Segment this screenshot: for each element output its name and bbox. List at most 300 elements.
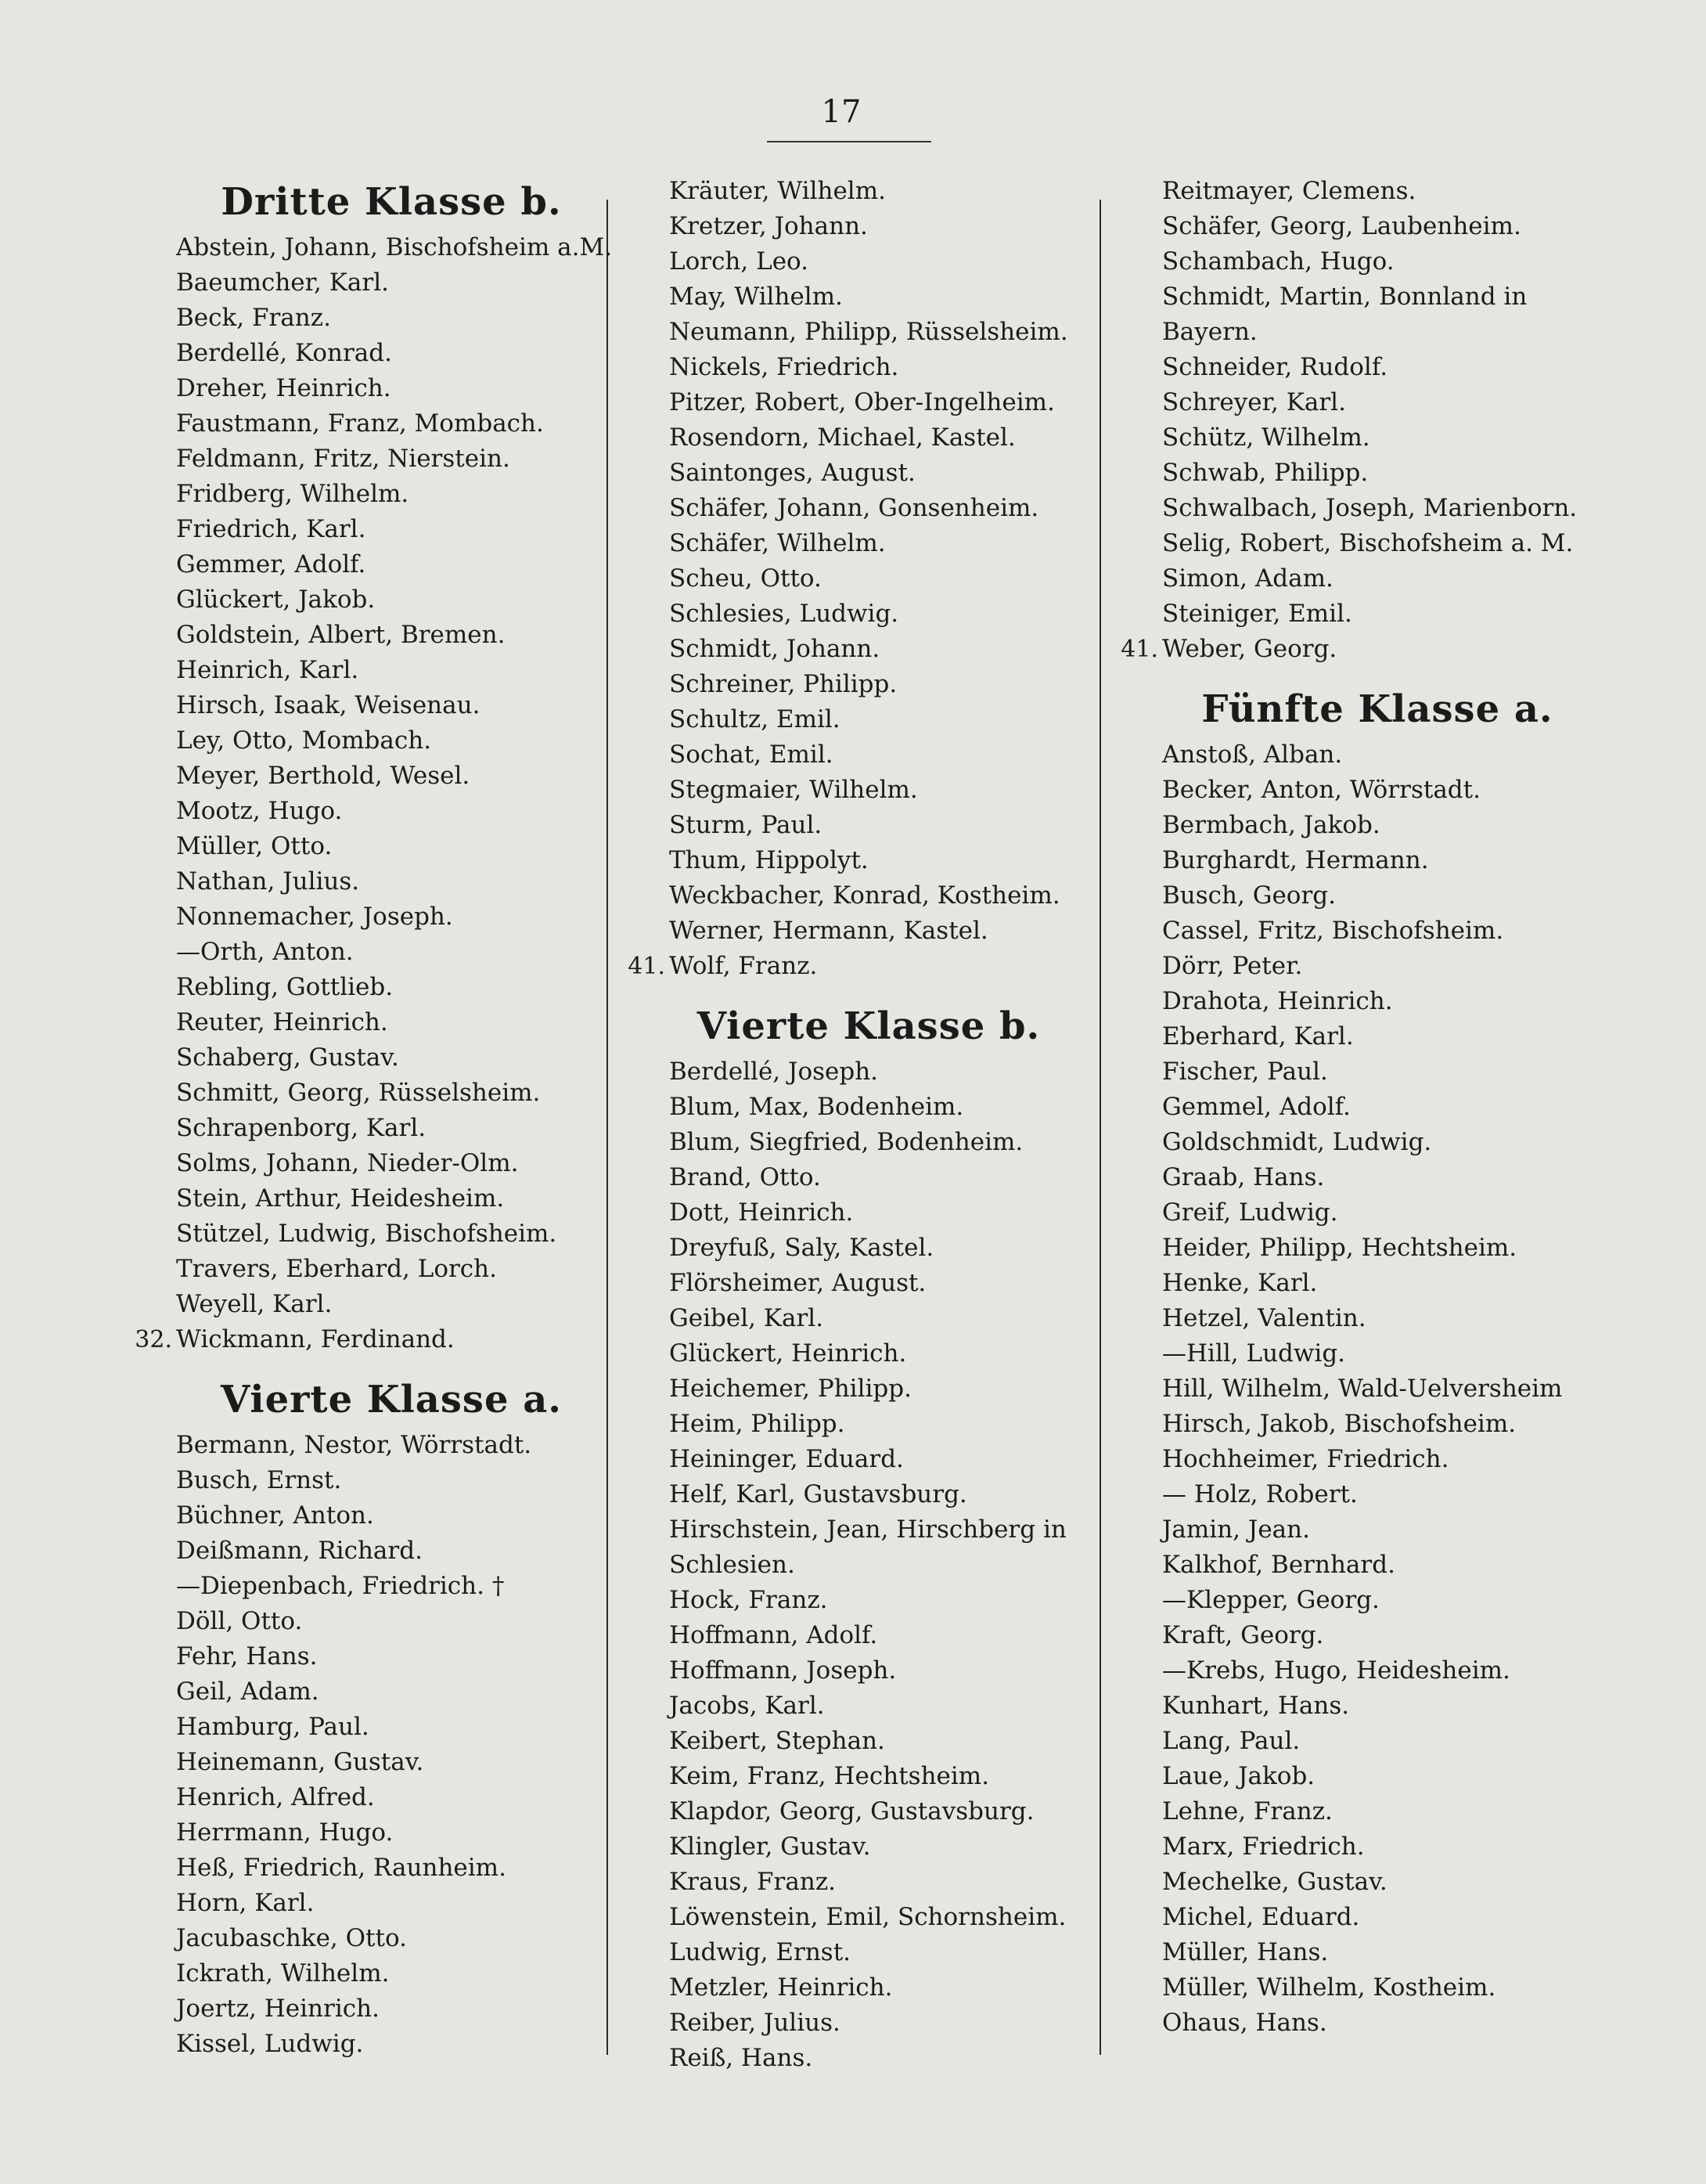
entry-text: Ickrath, Wilhelm.: [176, 1959, 390, 1988]
entry-text: Neumann, Philipp, Rüsselsheim.: [669, 318, 1068, 346]
entry-text: Schwab, Philipp.: [1162, 459, 1369, 487]
list-item: [125, 1252, 610, 1287]
list-item: [125, 759, 610, 794]
entry-text: Laue, Jakob.: [1162, 1762, 1315, 1790]
list-item: [125, 1991, 610, 2027]
entry-text: Geil, Adam.: [176, 1678, 319, 1706]
entry-text: Bermbach, Jakob.: [1162, 811, 1380, 839]
list-item: [1111, 1371, 1596, 1407]
entry-text: Gemmer, Adolf.: [176, 550, 366, 578]
list-item: [1111, 1688, 1596, 1724]
list-item: [1111, 737, 1596, 773]
list-item: [1111, 1301, 1596, 1336]
list-item: [618, 808, 1088, 843]
entry-text: Joertz, Heinrich.: [176, 1995, 380, 2023]
entry-text: Weber, Georg.: [1162, 635, 1337, 663]
list-item: [1111, 456, 1596, 491]
list-item: [618, 1688, 1088, 1724]
list-item: [618, 1231, 1088, 1266]
entry-text: Heichemer, Philipp.: [669, 1375, 912, 1403]
entry-text: Schütz, Wilhelm.: [1162, 423, 1370, 452]
list-item: [1111, 561, 1596, 596]
column-1: [125, 174, 613, 2062]
entry-text: —Diepenbach, Friedrich. †: [176, 1572, 505, 1600]
list-item: [618, 1865, 1088, 1900]
entry-text: Kunhart, Hans.: [1162, 1692, 1350, 1720]
entry-text: Henrich, Alfred.: [176, 1783, 375, 1811]
entry-text: Sochat, Emil.: [669, 741, 833, 769]
list-item: [618, 526, 1088, 561]
entry-text: Hochheimer, Friedrich.: [1162, 1445, 1449, 1473]
list-item: [125, 406, 610, 441]
list-item: [618, 1371, 1088, 1407]
entry-text: Nickels, Friedrich.: [669, 353, 899, 381]
list-item: [125, 1463, 610, 1498]
entry-text: Klapdor, Georg, Gustavsburg.: [669, 1797, 1035, 1825]
entry-text: Schlesies, Ludwig.: [669, 600, 899, 628]
list-item: [1111, 632, 1596, 667]
list-item: [125, 1569, 610, 1604]
entry-text: Michel, Eduard.: [1162, 1903, 1360, 1931]
list-item: [618, 1935, 1088, 1970]
list-item: [1111, 1970, 1596, 2006]
list-item: [1111, 1548, 1596, 1583]
entry-text: Feldmann, Fritz, Nierstein.: [176, 445, 510, 473]
entry-text: Fridberg, Wilhelm.: [176, 480, 409, 508]
list-item: [1111, 244, 1596, 279]
entry-text: Schäfer, Georg, Laubenheim.: [1162, 212, 1521, 240]
list-item: [125, 1216, 610, 1252]
entry-text: Solms, Johann, Nieder-Olm.: [176, 1149, 519, 1177]
list-item: [618, 456, 1088, 491]
list-item: [1111, 1935, 1596, 1970]
entry-text: Weckbacher, Konrad, Kostheim.: [669, 881, 1060, 910]
list-item: [125, 1745, 610, 1780]
entry-text: Steiniger, Emil.: [1162, 600, 1352, 628]
list-item: [618, 1653, 1088, 1688]
entry-text: Anstoß, Alban.: [1162, 741, 1343, 769]
list-item: [1111, 949, 1596, 984]
list-item: [125, 1287, 610, 1322]
entry-text: Lorch, Leo.: [669, 247, 809, 276]
list-item: [618, 2006, 1088, 2041]
list-item: [618, 1759, 1088, 1794]
entry-text: Hirsch, Jakob, Bischofsheim.: [1162, 1410, 1517, 1438]
list-item: [1111, 209, 1596, 244]
entry-text: Schreiner, Philipp.: [669, 670, 898, 698]
page-number-rule: [767, 141, 931, 142]
list-item: [125, 1815, 610, 1851]
list-item: [1111, 808, 1596, 843]
column-divider: [1100, 200, 1101, 2055]
entry-text: Schambach, Hugo.: [1162, 247, 1395, 276]
list-item: [1111, 878, 1596, 914]
entry-text: Lehne, Franz.: [1162, 1797, 1333, 1825]
list-item: [125, 1146, 610, 1181]
entry-text: Abstein, Johann, Bischofsheim a.M.: [176, 233, 613, 261]
list-item: [1111, 1759, 1596, 1794]
entry-text: Kraft, Georg.: [1162, 1621, 1324, 1649]
list-item: [1111, 2006, 1596, 2041]
list-item: [1111, 1160, 1596, 1195]
column-3: [1111, 174, 1596, 2041]
list-item: [1111, 914, 1596, 949]
entry-text: Graab, Hans.: [1162, 1163, 1325, 1191]
list-item: [125, 441, 610, 477]
entry-text: Eberhard, Karl.: [1162, 1022, 1354, 1051]
entry-text: Goldschmidt, Ludwig.: [1162, 1128, 1432, 1156]
entry-text: Reiß, Hans.: [669, 2044, 813, 2072]
list-item: [618, 174, 1088, 209]
entry-text: Helf, Karl, Gustavsburg.: [669, 1480, 967, 1508]
entry-text: Cassel, Fritz, Bischofsheim.: [1162, 917, 1504, 945]
list-item: [618, 1301, 1088, 1336]
entry-text: May, Wilhelm.: [669, 283, 843, 311]
entry-text: Friedrich, Karl.: [176, 515, 366, 543]
entry-text: Horn, Karl.: [176, 1889, 315, 1917]
list-item: [618, 1618, 1088, 1653]
list-item: [125, 477, 610, 512]
entry-text: Metzler, Heinrich.: [669, 1973, 893, 2002]
entry-text: Hock, Franz.: [669, 1586, 828, 1614]
entry-text: Mechelke, Gustav.: [1162, 1868, 1387, 1896]
list-item: [618, 773, 1088, 808]
list-item: [125, 1005, 610, 1040]
list-item: [1111, 1618, 1596, 1653]
entry-text: Schneider, Rudolf.: [1162, 353, 1388, 381]
entry-text: Schaberg, Gustav.: [176, 1043, 399, 1072]
list-item: [125, 2027, 610, 2062]
list-item: [125, 582, 610, 618]
entry-text: Kraus, Franz.: [669, 1868, 837, 1896]
entry-text: Kretzer, Johann.: [669, 212, 868, 240]
list-item: [125, 653, 610, 688]
list-item: [125, 864, 610, 899]
entry-text: Beck, Franz.: [176, 304, 331, 332]
entry-text: Fischer, Paul.: [1162, 1058, 1328, 1086]
list-item: [1111, 1583, 1596, 1618]
list-item: [618, 1407, 1088, 1442]
entry-text: Schäfer, Wilhelm.: [669, 529, 886, 557]
section-title: Vierte Klasse a.: [220, 1378, 563, 1422]
entry-text: Herrmann, Hugo.: [176, 1818, 394, 1847]
entry-text: Goldstein, Albert, Bremen.: [176, 621, 506, 649]
entry-text: Schmidt, Martin, Bonnland in Bayern.: [1162, 283, 1528, 346]
list-item: [1111, 1231, 1596, 1266]
list-item: [618, 1583, 1088, 1618]
list-item: [618, 561, 1088, 596]
entry-text: Dott, Heinrich.: [669, 1198, 854, 1227]
entry-count: 41.: [1121, 636, 1158, 663]
list-item: [125, 1040, 610, 1076]
list-item: [125, 1428, 610, 1463]
list-item: [618, 1090, 1088, 1125]
entry-text: Hirsch, Isaak, Weisenau.: [176, 691, 480, 719]
entry-text: —Klepper, Georg.: [1162, 1586, 1380, 1614]
entry-text: Busch, Ernst.: [176, 1466, 342, 1494]
entry-text: Scheu, Otto.: [669, 564, 822, 593]
list-item: [618, 596, 1088, 632]
entry-text: Schultz, Emil.: [669, 705, 840, 733]
list-item: [618, 737, 1088, 773]
entry-text: Sturm, Paul.: [669, 811, 822, 839]
list-item: [1111, 1829, 1596, 1865]
list-item: [125, 1674, 610, 1710]
list-item: [618, 949, 1088, 984]
entry-text: Becker, Anton, Wörrstadt.: [1162, 776, 1481, 804]
entry-text: Jacubaschke, Otto.: [176, 1924, 407, 1952]
entry-text: Reiber, Julius.: [669, 2009, 840, 2037]
entry-text: Müller, Hans.: [1162, 1938, 1329, 1966]
list-item: [1111, 1090, 1596, 1125]
entry-text: Geibel, Karl.: [669, 1304, 824, 1332]
list-item: [618, 702, 1088, 737]
section-title: Fünfte Klasse a.: [1201, 687, 1553, 731]
list-item: [618, 1195, 1088, 1231]
entry-text: Thum, Hippolyt.: [669, 846, 869, 874]
list-item: [1111, 1054, 1596, 1090]
entry-text: Heß, Friedrich, Raunheim.: [176, 1854, 506, 1882]
entry-text: Ohaus, Hans.: [1162, 2009, 1327, 2037]
entry-text: Baeumcher, Karl.: [176, 268, 389, 297]
list-item: [618, 1160, 1088, 1195]
list-item: [1111, 1865, 1596, 1900]
entry-text: Kissel, Ludwig.: [176, 2030, 364, 2058]
list-item: [618, 315, 1088, 350]
list-item: [618, 1724, 1088, 1759]
list-item: [618, 244, 1088, 279]
section-gap: [1111, 667, 1596, 681]
column-2: [618, 174, 1088, 2076]
entry-text: Saintonges, August.: [669, 459, 916, 487]
list-item: [618, 632, 1088, 667]
list-item: [125, 265, 610, 301]
list-item: [125, 1956, 610, 1991]
list-item: [125, 1921, 610, 1956]
list-item: [125, 230, 613, 265]
list-item: [125, 547, 610, 582]
list-item: [618, 878, 1088, 914]
entry-text: Wickmann, Ferdinand.: [176, 1325, 455, 1353]
list-item: [125, 1076, 610, 1111]
entry-text: Stein, Arthur, Heidesheim.: [176, 1184, 505, 1213]
entry-text: Busch, Georg.: [1162, 881, 1336, 910]
list-item: [1111, 1794, 1596, 1829]
entry-text: Fehr, Hans.: [176, 1642, 318, 1670]
list-item: [618, 1336, 1088, 1371]
list-item: [618, 843, 1088, 878]
list-item: [1111, 1442, 1596, 1477]
list-item: [125, 336, 610, 371]
list-item: [125, 1533, 610, 1569]
section-title: Dritte Klasse b.: [221, 180, 562, 224]
entry-text: Kalkhof, Bernhard.: [1162, 1551, 1395, 1579]
entry-text: Hill, Wilhelm, Wald-Uelversheim: [1162, 1375, 1563, 1403]
entry-text: Glückert, Heinrich.: [669, 1339, 907, 1368]
list-item: [618, 667, 1088, 702]
list-item: [125, 1639, 610, 1674]
list-item: [1111, 385, 1596, 420]
entry-text: Blum, Siegfried, Bodenheim.: [669, 1128, 1024, 1156]
list-item: [618, 1266, 1088, 1301]
entry-text: Heininger, Eduard.: [669, 1445, 904, 1473]
entry-text: Heinrich, Karl.: [176, 656, 359, 684]
entry-text: Schreyer, Karl.: [1162, 388, 1346, 416]
entry-text: Jacobs, Karl.: [669, 1692, 825, 1720]
list-item: [1111, 1407, 1596, 1442]
entry-text: Henke, Karl.: [1162, 1269, 1318, 1297]
list-item: [125, 688, 610, 723]
entry-text: Schmitt, Georg, Rüsselsheim.: [176, 1079, 541, 1107]
section-gap: [125, 1357, 610, 1371]
list-item: [1111, 1724, 1596, 1759]
entry-text: Dreyfuß, Saly, Kastel.: [669, 1234, 934, 1262]
list-item: [125, 1710, 610, 1745]
entry-text: Simon, Adam.: [1162, 564, 1333, 593]
entry-text: Travers, Eberhard, Lorch.: [176, 1255, 497, 1283]
entry-text: Ley, Otto, Mombach.: [176, 726, 432, 755]
entry-text: Gemmel, Adolf.: [1162, 1093, 1351, 1121]
entry-text: Bermann, Nestor, Wörrstadt.: [176, 1431, 532, 1459]
list-item: [1111, 491, 1596, 526]
entry-text: Klingler, Gustav.: [669, 1833, 871, 1861]
list-item: [125, 1111, 610, 1146]
page-number: 17: [821, 94, 862, 130]
entry-text: Stützel, Ludwig, Bischofsheim.: [176, 1220, 557, 1248]
entry-text: Heim, Philipp.: [669, 1410, 845, 1438]
list-item: [125, 899, 610, 935]
entry-text: Hamburg, Paul.: [176, 1713, 369, 1741]
entry-text: Müller, Otto.: [176, 832, 333, 860]
entry-count: 41.: [628, 953, 665, 980]
list-item: [618, 1970, 1088, 2006]
list-item: [1111, 526, 1596, 561]
list-item: [1111, 1336, 1596, 1371]
entry-text: Pitzer, Robert, Ober-Ingelheim.: [669, 388, 1055, 416]
entry-text: Schrapenborg, Karl.: [176, 1114, 426, 1142]
section-title: Vierte Klasse b.: [696, 1004, 1041, 1048]
entry-text: Hirschstein, Jean, Hirschberg in Schlesien.: [669, 1515, 1067, 1579]
entry-text: Brand, Otto.: [669, 1163, 821, 1191]
list-item: [1111, 1512, 1596, 1548]
list-item: [1111, 174, 1596, 209]
list-item: [618, 209, 1088, 244]
entry-text: Heinemann, Gustav.: [176, 1748, 424, 1776]
list-item: [125, 301, 610, 336]
list-item: [1111, 596, 1596, 632]
entry-text: Selig, Robert, Bischofsheim a. M.: [1162, 529, 1574, 557]
entry-text: — Holz, Robert.: [1162, 1480, 1358, 1508]
list-item: [125, 1181, 610, 1216]
entry-text: Reuter, Heinrich.: [176, 1008, 388, 1036]
list-item: [618, 914, 1088, 949]
entry-text: Wolf, Franz.: [669, 952, 818, 980]
entry-text: —Orth, Anton.: [176, 938, 354, 966]
entry-text: Dreher, Heinrich.: [176, 374, 391, 402]
entry-text: Marx, Friedrich.: [1162, 1833, 1365, 1861]
entry-text: Müller, Wilhelm, Kostheim.: [1162, 1973, 1496, 2002]
list-item: [1111, 1125, 1596, 1160]
entry-text: —Krebs, Hugo, Heidesheim.: [1162, 1656, 1510, 1685]
entry-text: Glückert, Jakob.: [176, 586, 376, 614]
entry-text: Hoffmann, Adolf.: [669, 1621, 878, 1649]
entry-text: Flörsheimer, August.: [669, 1269, 927, 1297]
list-item: [125, 723, 610, 759]
list-item: [618, 2041, 1088, 2076]
list-item: [1111, 420, 1596, 456]
list-item: [618, 1900, 1088, 1935]
entry-text: Keim, Franz, Hechtsheim.: [669, 1762, 990, 1790]
list-item: [125, 935, 610, 970]
list-item: [125, 1886, 610, 1921]
list-item: [1111, 1266, 1596, 1301]
entry-text: Nathan, Julius.: [176, 867, 360, 896]
entry-text: Heider, Philipp, Hechtsheim.: [1162, 1234, 1517, 1262]
list-item: [1111, 1019, 1596, 1054]
list-item: [125, 1498, 610, 1533]
list-item: [125, 1322, 610, 1357]
list-item: [618, 1477, 1088, 1512]
list-item: [125, 1780, 610, 1815]
list-item: [618, 1512, 1088, 1583]
list-item: [1111, 1195, 1596, 1231]
entry-text: —Hill, Ludwig.: [1162, 1339, 1346, 1368]
entry-text: Löwenstein, Emil, Schornsheim.: [669, 1903, 1067, 1931]
list-item: [125, 618, 610, 653]
entry-text: Berdellé, Konrad.: [176, 339, 392, 367]
list-item: [1111, 1653, 1596, 1688]
list-item: [1111, 843, 1596, 878]
entry-count: 32.: [135, 1326, 172, 1353]
list-item: [1111, 1477, 1596, 1512]
list-item: [618, 1442, 1088, 1477]
entry-text: Schäfer, Johann, Gonsenheim.: [669, 494, 1039, 522]
entry-text: Weyell, Karl.: [176, 1290, 333, 1318]
list-item: [618, 1125, 1088, 1160]
list-item: [1111, 984, 1596, 1019]
list-item: [618, 279, 1088, 315]
list-item: [1111, 1900, 1596, 1935]
entry-text: Meyer, Berthold, Wesel.: [176, 762, 470, 790]
list-item: [125, 970, 610, 1005]
entry-text: Büchner, Anton.: [176, 1501, 374, 1530]
entry-text: Dörr, Peter.: [1162, 952, 1303, 980]
entry-text: Nonnemacher, Joseph.: [176, 903, 453, 931]
entry-text: Schwalbach, Joseph, Marienborn.: [1162, 494, 1578, 522]
entry-text: Drahota, Heinrich.: [1162, 987, 1393, 1015]
entry-text: Rebling, Gottlieb.: [176, 973, 394, 1001]
list-item: [618, 1794, 1088, 1829]
list-item: [618, 491, 1088, 526]
entry-text: Keibert, Stephan.: [669, 1727, 885, 1755]
list-item: [1111, 279, 1596, 350]
list-item: [125, 829, 610, 864]
entry-text: Ludwig, Ernst.: [669, 1938, 851, 1966]
entry-text: Schmidt, Johann.: [669, 635, 880, 663]
entry-text: Greif, Ludwig.: [1162, 1198, 1338, 1227]
entry-text: Jamin, Jean.: [1162, 1515, 1310, 1544]
entry-text: Rosendorn, Michael, Kastel.: [669, 423, 1016, 452]
entry-text: Hetzel, Valentin.: [1162, 1304, 1366, 1332]
entry-text: Lang, Paul.: [1162, 1727, 1301, 1755]
list-item: [125, 794, 610, 829]
entry-text: Reitmayer, Clemens.: [1162, 177, 1416, 205]
entry-text: Blum, Max, Bodenheim.: [669, 1093, 964, 1121]
list-item: [125, 1851, 610, 1886]
list-item: [1111, 350, 1596, 385]
entry-text: Hoffmann, Joseph.: [669, 1656, 897, 1685]
entry-text: Faustmann, Franz, Mombach.: [176, 409, 544, 438]
